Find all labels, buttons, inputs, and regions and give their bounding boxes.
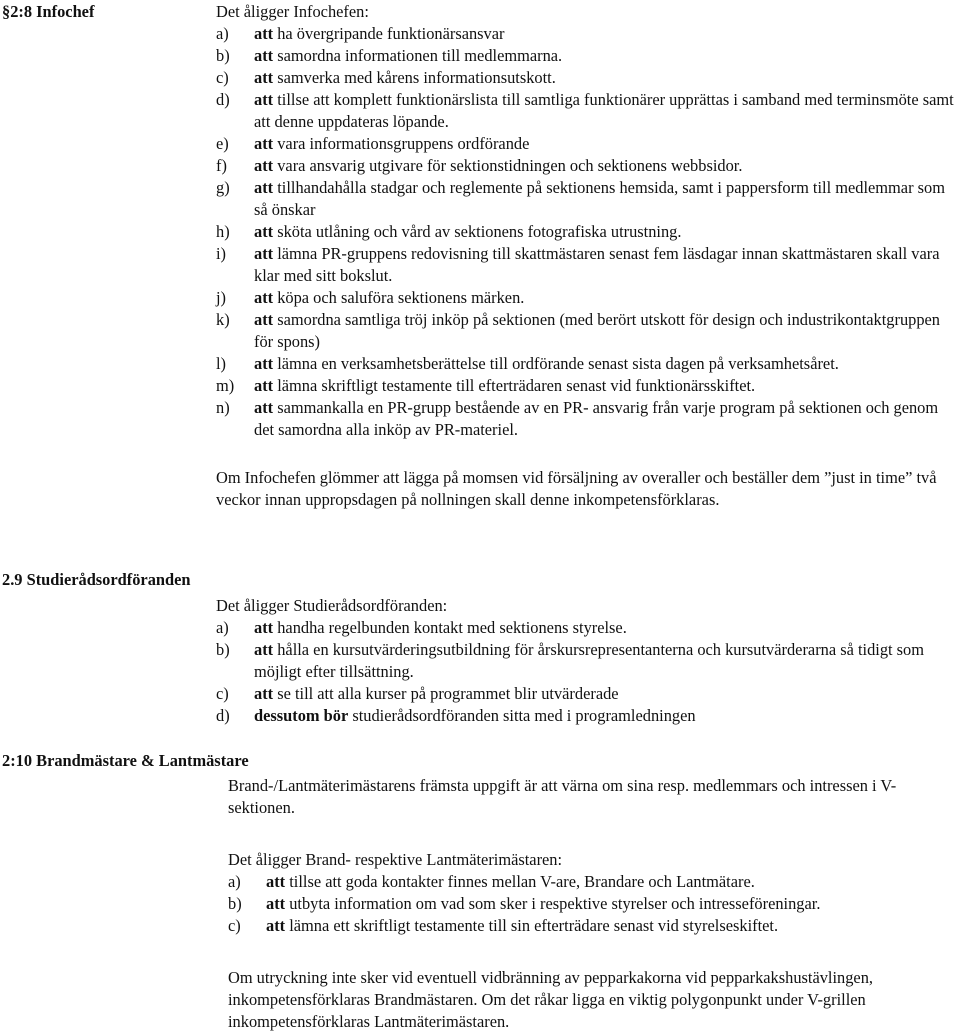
list-marker: g) — [216, 178, 230, 197]
item-text: vara ansvarig utgivare för sektionstidningen och sektionens webbsidor. — [273, 156, 743, 175]
item-text: sammankalla en PR-grupp bestående av en PR- ansvarig från varje program på sektionen och genom det samordna alla inköp av PR-materiel. — [254, 398, 939, 439]
duty-list — [216, 23, 960, 441]
section-body-infochef — [216, 1, 960, 511]
list-marker: h) — [216, 222, 230, 241]
list-marker: c) — [216, 68, 229, 87]
list-item — [216, 221, 960, 243]
keyword: att — [254, 288, 274, 307]
item-text: hålla en kursutvärderingsutbildning för årskursrepresentanterna och kursutvärderarna så tidigt som möjligt efter tillsättning. — [254, 640, 924, 681]
list-item — [216, 243, 960, 287]
section-body-studieradsordforanden — [216, 595, 960, 727]
list-item — [216, 639, 960, 683]
list-item — [216, 177, 960, 221]
keyword: att — [254, 376, 274, 395]
keyword: att — [254, 244, 274, 263]
list-item — [216, 617, 960, 639]
list-marker: l) — [216, 354, 227, 373]
item-text: tillse att komplett funktionärslista till samtliga funktionärer upprättas i samband med terminsmöte samt att denne uppdateras löpande. — [254, 90, 954, 131]
keyword: att — [254, 618, 274, 637]
keyword: att — [266, 872, 286, 891]
item-text: tillse att goda kontakter finnes mellan V-are, Brandare och Lantmätare. — [285, 872, 755, 891]
list-item — [216, 397, 960, 441]
section-intro: Det åligger Studierådsordföranden: — [216, 596, 448, 615]
list-item — [216, 45, 960, 67]
keyword: att — [254, 134, 274, 153]
list-marker: b) — [216, 46, 230, 65]
keyword: att — [254, 178, 274, 197]
list-item — [216, 67, 960, 89]
keyword: att — [254, 90, 274, 109]
list-marker: c) — [228, 916, 241, 935]
item-text: köpa och saluföra sektionens märken. — [273, 288, 525, 307]
item-text: samordna informationen till medlemmarna. — [273, 46, 563, 65]
section-intro: Det åligger Infochefen: — [216, 2, 369, 21]
keyword: att — [254, 398, 274, 417]
keyword: dessutom bör — [254, 706, 349, 725]
list-marker: b) — [216, 640, 230, 659]
list-item — [228, 893, 960, 915]
list-item — [228, 871, 960, 893]
keyword: att — [254, 310, 274, 329]
list-marker: m) — [216, 376, 235, 395]
list-marker: e) — [216, 134, 229, 153]
item-text: lämna en verksamhetsberättelse till ordförande senast sista dagen på verksamhetsåret. — [273, 354, 839, 373]
section-note: Om Infochefen glömmer att lägga på momsen vid försäljning av overaller och beställer dem ”just in time” två veckor innan uppropsdagen på nollningen skall denne inkompetensförklaras. — [216, 468, 937, 509]
keyword: att — [254, 68, 274, 87]
section-heading-infochef: §2:8 Infochef — [2, 2, 95, 21]
duty-list — [216, 617, 960, 727]
keyword: att — [266, 916, 286, 935]
item-text: studierådsordföranden sitta med i programledningen — [348, 706, 696, 725]
item-text: tillhandahålla stadgar och reglemente på sektionens hemsida, samt i pappersform till medlemmar som så önskar — [254, 178, 945, 219]
list-item — [216, 353, 960, 375]
list-marker: a) — [216, 24, 229, 43]
keyword: att — [254, 354, 274, 373]
item-text: lämna PR-gruppens redovisning till skattmästaren senast fem läsdagar innan skattmästaren skall vara klar med sitt bokslut. — [254, 244, 940, 285]
list-item — [216, 375, 960, 397]
list-marker: k) — [216, 310, 230, 329]
section-note: Om utryckning inte sker vid eventuell vidbränning av pepparkakorna vid pepparkakshustävlingen, inkompetensförklaras Brandmästaren. Om det råkar ligga en viktig polygonpunkt under V-grillen inkompetensförklaras Lantmäterimästaren. — [228, 968, 873, 1031]
item-text: handha regelbunden kontakt med sektionens styrelse. — [273, 618, 627, 637]
item-text: lämna skriftligt testamente till efterträdaren senast vid funktionärsskiftet. — [273, 376, 756, 395]
item-text: se till att alla kurser på programmet blir utvärderade — [273, 684, 619, 703]
keyword: att — [254, 24, 274, 43]
list-item — [216, 89, 960, 133]
list-item — [216, 705, 960, 727]
list-item — [216, 309, 960, 353]
list-marker: a) — [228, 872, 241, 891]
list-marker: c) — [216, 684, 229, 703]
item-text: ha övergripande funktionärsansvar — [273, 24, 505, 43]
list-item — [216, 23, 960, 45]
list-item — [216, 133, 960, 155]
keyword: att — [254, 684, 274, 703]
list-item — [216, 683, 960, 705]
duty-list — [228, 871, 960, 937]
keyword: att — [254, 222, 274, 241]
list-marker: a) — [216, 618, 229, 637]
section-heading-brandmastare-lantmastare: 2:10 Brandmästare & Lantmästare — [2, 751, 249, 770]
list-marker: j) — [216, 288, 227, 307]
keyword: att — [254, 46, 274, 65]
list-marker: i) — [216, 244, 227, 263]
item-text: utbyta information om vad som sker i respektive styrelser och intresseföreningar. — [285, 894, 821, 913]
item-text: vara informationsgruppens ordförande — [273, 134, 530, 153]
keyword: att — [254, 640, 274, 659]
list-marker: n) — [216, 398, 230, 417]
section-intro-paragraph: Brand-/Lantmäterimästarens främsta uppgift är att värna om sina resp. medlemmars och intressen i V-sektionen. — [228, 776, 897, 817]
keyword: att — [266, 894, 286, 913]
section-heading-studieradsordforanden: 2.9 Studierådsordföranden — [2, 570, 191, 589]
item-text: sköta utlåning och vård av sektionens fotografiska utrustning. — [273, 222, 682, 241]
list-item — [228, 915, 960, 937]
item-text: samordna samtliga tröj inköp på sektionen (med berört utskott för design och industrikontaktgruppen för spons) — [254, 310, 941, 351]
list-marker: d) — [216, 706, 230, 725]
list-marker: b) — [228, 894, 242, 913]
list-item — [216, 155, 960, 177]
section-intro: Det åligger Brand- respektive Lantmäterimästaren: — [228, 850, 563, 869]
section-body-brandmastare-lantmastare — [228, 775, 960, 1033]
keyword: att — [254, 156, 274, 175]
item-text: samverka med kårens informationsutskott. — [273, 68, 556, 87]
list-item — [216, 287, 960, 309]
list-marker: d) — [216, 90, 230, 109]
list-marker: f) — [216, 156, 227, 175]
item-text: lämna ett skriftligt testamente till sin efterträdare senast vid styrelseskiftet. — [285, 916, 779, 935]
